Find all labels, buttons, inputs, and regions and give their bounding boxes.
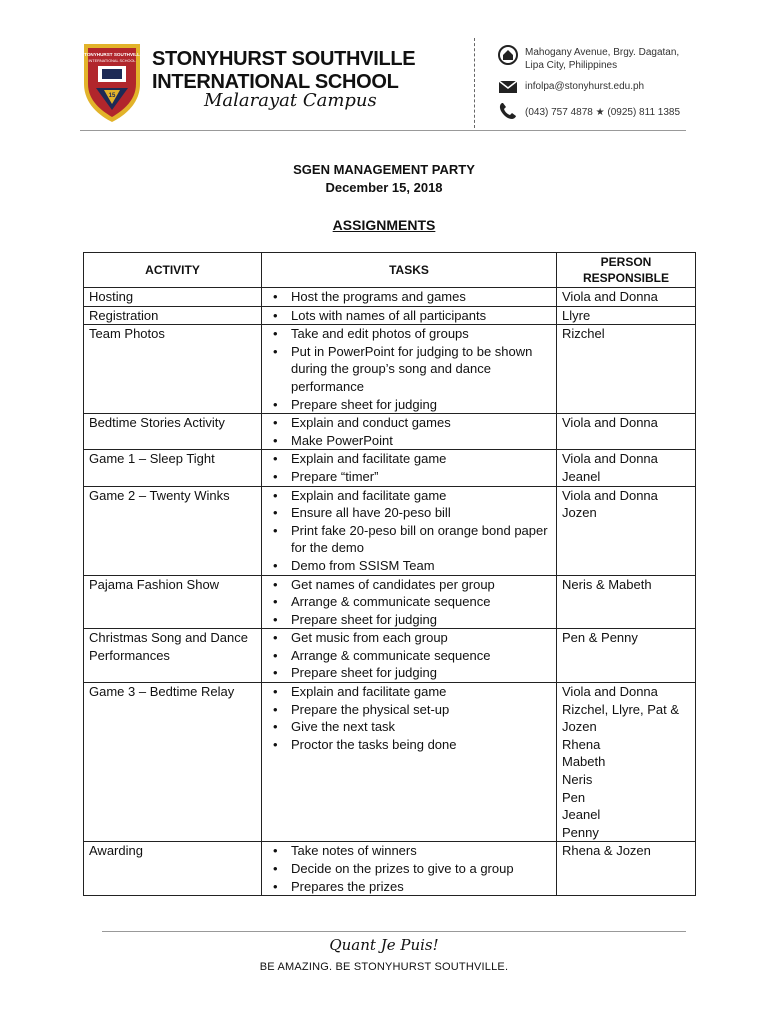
activity-cell: Game 1 – Sleep Tight <box>84 450 262 486</box>
activity-cell: Pajama Fashion Show <box>84 575 262 629</box>
person-name: Penny <box>562 824 599 840</box>
crest-year: 15 <box>108 93 116 99</box>
person-name: Neris <box>562 772 593 788</box>
home-pin-icon <box>498 45 518 65</box>
activity-cell: Game 2 – Twenty Winks <box>84 486 262 575</box>
table-body <box>84 288 696 896</box>
task-item: • Prepare sheet for judging <box>267 611 551 629</box>
address-line1: Mahogany Avenue, Brgy. Dagatan, <box>525 47 680 58</box>
task-item: • Explain and conduct games <box>267 414 551 432</box>
person-cell <box>557 842 696 896</box>
phone-icon <box>498 101 518 121</box>
school-name-line1: STONYHURST SOUTHVILLE <box>152 48 416 70</box>
task-item: • Prepare sheet for judging <box>267 664 551 682</box>
person-cell <box>557 575 696 629</box>
crest-text-top: STONYHURST SOUTHVILLE <box>81 52 143 57</box>
person-cell <box>557 414 696 450</box>
task-item: • Arrange & communicate sequence <box>267 593 551 611</box>
table-row <box>84 414 696 450</box>
person-cell <box>557 306 696 325</box>
envelope-icon <box>498 77 518 97</box>
task-list <box>267 307 551 325</box>
table-row <box>84 683 696 842</box>
task-item: • Print fake 20-peso bill on orange bond paper for the demo <box>267 522 551 557</box>
table-row <box>84 486 696 575</box>
task-list <box>267 487 551 575</box>
person-cell <box>557 629 696 683</box>
address-line2: Lipa City, Philippines <box>525 60 618 71</box>
person-name: Viola and Donna <box>562 487 658 503</box>
tasks-cell <box>262 486 557 575</box>
header-rule <box>80 130 686 131</box>
tasks-cell <box>262 325 557 414</box>
task-list <box>267 629 551 682</box>
campus-name: Malarayat Campus <box>204 90 377 111</box>
task-item: • Take and edit photos of groups <box>267 325 551 343</box>
tasks-cell <box>262 629 557 683</box>
activity-cell: Christmas Song and Dance Performances <box>84 629 262 683</box>
crest-text-mid: INTERNATIONAL SCHOOL <box>88 59 136 63</box>
document-title: SGEN MANAGEMENT PARTY <box>293 162 475 177</box>
activity-cell: Awarding <box>84 842 262 896</box>
table-row <box>84 288 696 307</box>
school-name <box>152 48 415 94</box>
address <box>525 46 679 72</box>
table-row <box>84 842 696 896</box>
task-item: • Demo from SSISM Team <box>267 557 551 575</box>
activity-cell: Bedtime Stories Activity <box>84 414 262 450</box>
task-item: • Make PowerPoint <box>267 432 551 450</box>
header-activity: ACTIVITY <box>84 253 262 288</box>
person-cell <box>557 486 696 575</box>
person-name: Llyre <box>562 307 591 323</box>
activity-cell: Registration <box>84 306 262 325</box>
tasks-cell <box>262 414 557 450</box>
phone-a[interactable]: (043) 757 4878 <box>525 107 593 118</box>
footer-rule <box>102 931 686 932</box>
table-row <box>84 629 696 683</box>
task-item: • Explain and facilitate game <box>267 683 551 701</box>
task-item: • Get names of candidates per group <box>267 576 551 594</box>
task-list <box>267 842 551 895</box>
person-name: Pen <box>562 789 586 805</box>
table-row <box>84 306 696 325</box>
phone-separator: ★ <box>595 107 605 118</box>
school-crest-icon <box>80 40 144 124</box>
task-item: • Prepares the prizes <box>267 878 551 896</box>
person-name: Jeanel <box>562 807 601 823</box>
tasks-cell <box>262 683 557 842</box>
tasks-cell <box>262 288 557 307</box>
task-item: • Take notes of winners <box>267 842 551 860</box>
task-item: • Explain and facilitate game <box>267 450 551 468</box>
tasks-cell <box>262 575 557 629</box>
task-item: • Give the next task <box>267 718 551 736</box>
tasks-cell <box>262 306 557 325</box>
assignments-table <box>83 252 696 896</box>
task-list <box>267 576 551 629</box>
phone-numbers <box>525 106 680 119</box>
task-item: • Lots with names of all participants <box>267 307 551 325</box>
activity-cell: Hosting <box>84 288 262 307</box>
task-item: • Ensure all have 20-peso bill <box>267 504 551 522</box>
person-cell <box>557 325 696 414</box>
email[interactable]: infolpa@stonyhurst.edu.ph <box>525 81 645 92</box>
person-name: Rhena & Jozen <box>562 843 651 859</box>
person-name: Viola and Donna <box>562 415 658 431</box>
person-name: Rizchel, Llyre, Pat & Jozen <box>562 701 680 735</box>
person-cell <box>557 450 696 486</box>
task-item: • Put in PowerPoint for judging to be shown during the group’s song and dance performance <box>267 343 551 396</box>
table-row <box>84 575 696 629</box>
task-list <box>267 288 551 306</box>
person-name: Rhena <box>562 736 601 752</box>
person-name: Jeanel <box>562 468 601 484</box>
table-header-row <box>84 253 696 288</box>
task-list <box>267 414 551 449</box>
person-name: Viola and Donna <box>562 289 658 304</box>
person-name: Pen & Penny <box>562 630 638 646</box>
activity-cell: Game 3 – Bedtime Relay <box>84 683 262 842</box>
task-item: • Prepare sheet for judging <box>267 396 551 414</box>
school-motto: Quant Je Puis! <box>329 936 439 954</box>
task-item: • Get music from each group <box>267 629 551 647</box>
task-item: • Proctor the tasks being done <box>267 736 551 754</box>
table-row <box>84 325 696 414</box>
activity-cell: Team Photos <box>84 325 262 414</box>
document-date: December 15, 2018 <box>325 180 443 195</box>
task-list <box>267 325 551 413</box>
tasks-cell <box>262 842 557 896</box>
task-list <box>267 683 551 753</box>
section-heading: ASSIGNMENTS <box>332 217 436 233</box>
task-item: • Arrange & communicate sequence <box>267 647 551 665</box>
footer-tagline: BE AMAZING. BE STONYHURST SOUTHVILLE. <box>259 961 509 973</box>
person-cell <box>557 288 696 307</box>
header-divider <box>474 38 475 128</box>
header-person: PERSON RESPONSIBLE <box>557 253 696 288</box>
phone-b[interactable]: (0925) 811 1385 <box>607 107 681 118</box>
task-item: • Prepare the physical set-up <box>267 701 551 719</box>
person-name: Neris & Mabeth <box>562 576 652 592</box>
person-name: Viola and Donna <box>562 684 658 700</box>
task-item: • Prepare “timer” <box>267 468 551 486</box>
header-tasks: TASKS <box>262 253 557 288</box>
tasks-cell <box>262 450 557 486</box>
table-row <box>84 450 696 486</box>
task-item: • Decide on the prizes to give to a group <box>267 860 551 878</box>
task-list <box>267 450 551 485</box>
person-name: Rizchel <box>562 326 605 342</box>
letterhead <box>0 0 768 132</box>
task-item: • Explain and facilitate game <box>267 487 551 505</box>
person-name: Viola and Donna <box>562 451 658 467</box>
school-name-line2: INTERNATIONAL SCHOOL <box>152 71 399 93</box>
task-item: • Host the programs and games <box>267 288 551 306</box>
person-cell <box>557 683 696 842</box>
person-name: Jozen <box>562 505 597 521</box>
person-name: Mabeth <box>562 754 606 770</box>
